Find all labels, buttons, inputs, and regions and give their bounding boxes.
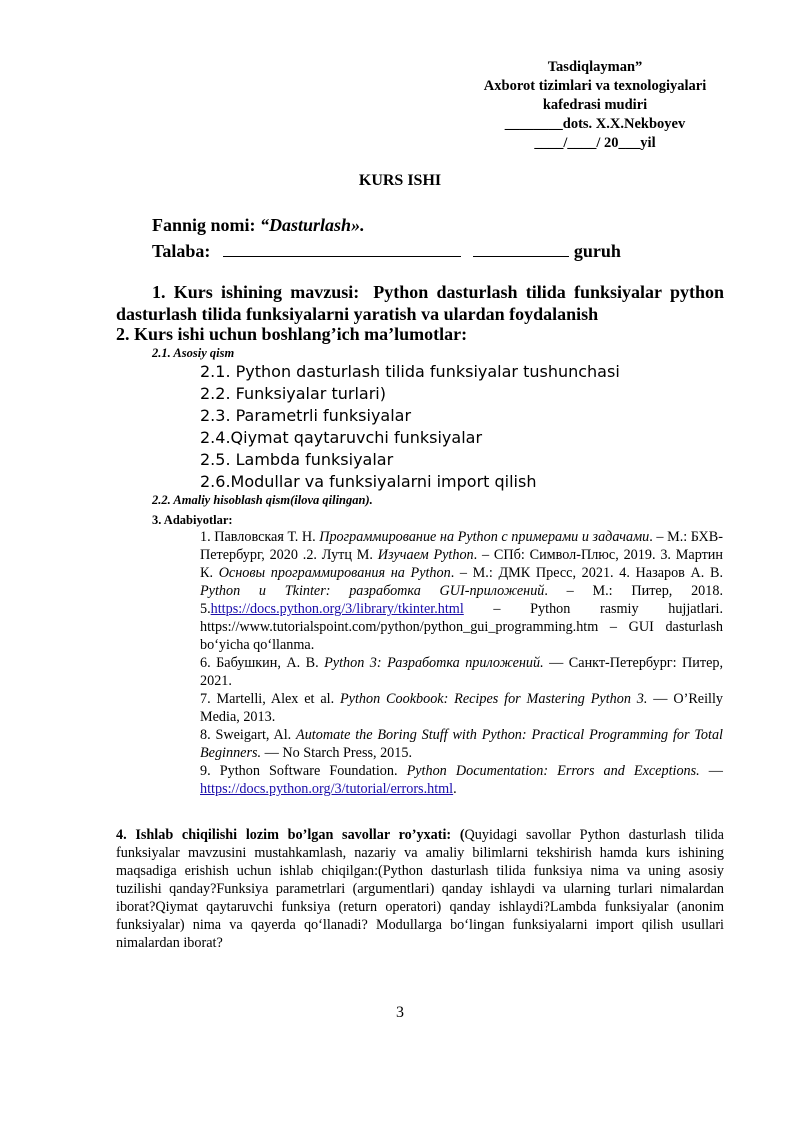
ref-title: Python Cookbook: Recipes for Mastering Python 3. <box>340 691 648 707</box>
subject-row <box>152 215 365 236</box>
ref-text: . – СПб: Символ-Плюс, 2019. 3. Мартин К. <box>200 547 723 581</box>
reference-paragraph <box>200 654 723 690</box>
student-label: Talaba: <box>152 241 211 261</box>
approval-block <box>430 58 760 153</box>
topic-text: Python dasturlash tilida funksiyalar python dasturlash tilida funksiyalarni yaratish va ulardan foydalanish <box>116 282 724 324</box>
references-list <box>200 528 723 798</box>
ref-text: 7. Martelli, Alex et al. <box>200 691 341 707</box>
ref-text: — No Starch Press, 2015. <box>261 745 413 761</box>
subsection-2-2: 2.2. Amaliy hisoblash qism(ilova qilingan). <box>152 493 373 507</box>
subject-label: Fannig nomi: <box>152 215 256 235</box>
list-item: 2.4.Qiymat qaytaruvchi funksiyalar <box>200 428 483 447</box>
questions-label: 4. Ishlab chiqilishi lozim bo’lgan savollar ro’yxati: ( <box>116 827 465 843</box>
tkinter-docs-link[interactable]: https://docs.python.org/3/library/tkinter.html <box>210 601 464 617</box>
group-label: guruh <box>573 241 621 261</box>
ref-title: Automate the Boring Stuff with Python: Practical Programming for Total Beginners. <box>200 727 724 761</box>
approval-line: Axborot tizimlari va texnologiyalari <box>483 78 707 94</box>
ref-title: Python Documentation: Errors and Exceptions. <box>406 763 700 779</box>
page-title: KURS ISHI <box>358 172 442 189</box>
ref-text: . – М.: Питер, 2018. 5. <box>200 583 723 617</box>
ref-text: — Санкт-Петербург: Питер, 2021. <box>200 655 724 689</box>
approval-line: kafedrasi mudiri <box>542 97 648 113</box>
student-name-blank <box>223 238 461 257</box>
list-item: 2.5. Lambda funksiyalar <box>200 450 394 469</box>
subsection-2-1: 2.1. Asosiy qism <box>152 346 235 360</box>
references-heading: 3. Adabiyotlar: <box>152 513 233 527</box>
student-row <box>152 238 621 262</box>
errors-docs-link[interactable]: https://docs.python.org/3/tutorial/errors.html <box>200 781 454 797</box>
reference-paragraph <box>200 528 723 654</box>
ref-title: Python 3: Разработка приложений. <box>324 655 544 671</box>
list-item: 2.3. Parametrli funksiyalar <box>200 406 412 425</box>
topic-label: 1. Kurs ishining mavzusi: <box>152 282 360 302</box>
approval-line: ________dots. X.X.Nekboyev <box>504 116 686 132</box>
ref-title: Программирование на Python с примерами и задачами <box>319 529 650 545</box>
ref-title: Основы программирования на Python <box>218 565 451 581</box>
topic-paragraph <box>116 281 724 325</box>
page-number: 3 <box>396 1004 404 1021</box>
ref-text: . – М.: ДМК Пресс, 2021. 4. Назаров А. В. <box>450 565 724 581</box>
approval-line: Tasdiqlayman” <box>547 59 643 75</box>
section-2-title: 2. Kurs ishi uchun boshlang’ich ma’lumotlar: <box>116 324 468 344</box>
ref-text: 6. Бабушкин, А. В. <box>200 655 325 671</box>
reference-paragraph <box>200 762 723 798</box>
ref-text: — <box>699 763 723 779</box>
contents-list <box>200 361 620 493</box>
questions-text: Quyidagi savollar Python dasturlash tilida funksiyalar mavzusini mustahkamlash, nazariy va amaliy bilimlarni tekshirish hamda kurs ishining maqsadiga erishish uchun ishlab chiqilgan:(Python dasturlash tilida funksiya nima va uning asosiy tuzilishi qanday?Funksiya parametrlari (argumentlari) qanday ishlaydi va ularning turlari nimalardan iborat?Qiymat qaytaruvchi funksiya (return operatori) qanday ishlaydi?Lambda funksiyalar (anonim funksiyalar) nima va qayerda qo‘llanadi? Modullarga bo‘lingan funksiyalarni import qilish usullari nimalardan iborat? <box>116 827 724 951</box>
ref-text: 8. Sweigart, Al. <box>200 727 297 743</box>
group-blank <box>473 238 569 257</box>
ref-text: 9. Python Software Foundation. <box>200 763 407 779</box>
reference-paragraph <box>200 726 723 762</box>
list-item: 2.2. Funksiyalar turlari) <box>200 384 386 403</box>
ref-text: 1. Павловская Т. Н. <box>200 529 320 545</box>
ref-text: – Python rasmiy hujjatlari. https://www.tutorialspoint.com/python/python_gui_programming.htm – GUI dasturlash bo‘yicha qo‘llanma. <box>200 601 723 653</box>
ref-text: — O’Reilly Media, 2013. <box>200 691 723 725</box>
list-item: 2.6.Modullar va funksiyalarni import qilish <box>200 472 537 491</box>
ref-title: Python и Tkinter: разработка GUI-приложений <box>200 583 545 599</box>
subject-value: “Dasturlash». <box>260 215 365 235</box>
ref-title: Изучаем Python <box>377 547 474 563</box>
ref-text: . – М.: БХВ-Петербург, 2020 .2. Лутц М. <box>200 529 723 563</box>
reference-paragraph <box>200 690 723 726</box>
questions-paragraph <box>116 826 724 952</box>
list-item: 2.1. Python dasturlash tilida funksiyalar tushunchasi <box>200 362 620 381</box>
ref-text: . <box>453 781 457 797</box>
approval-line: ____/____/ 20___yil <box>534 135 656 151</box>
